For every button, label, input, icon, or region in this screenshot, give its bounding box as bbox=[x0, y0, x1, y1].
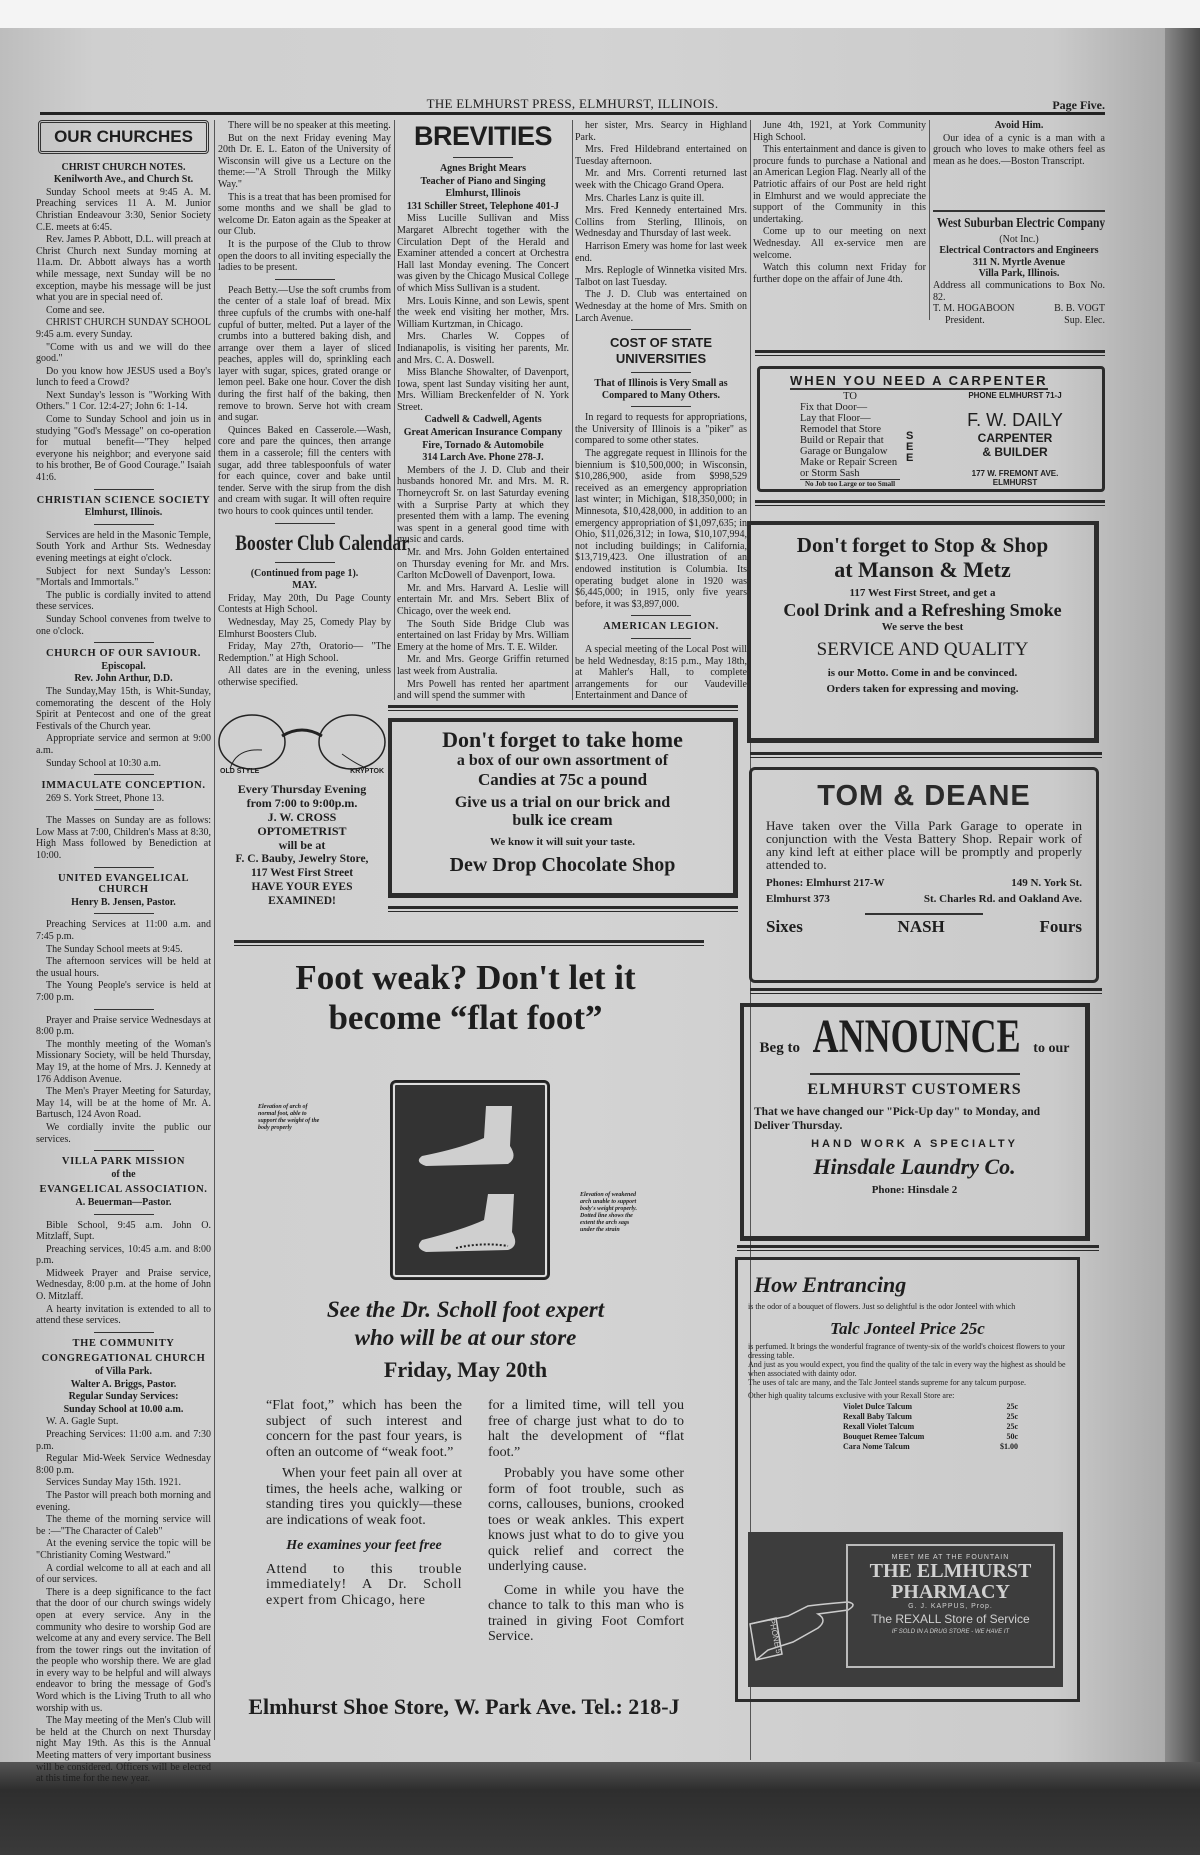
foot-illustration bbox=[390, 1080, 550, 1280]
pharmacy-slogan: The REXALL Store of Service bbox=[871, 1612, 1030, 1626]
article-paragraph: Sunday School at 10:30 a.m. bbox=[46, 757, 161, 769]
talc-product-price: Talc Jonteel Price 25c bbox=[830, 1319, 985, 1338]
article-paragraph: Bible School, 9:45 a.m. John O. Mitzlaff, Supt. bbox=[36, 1219, 211, 1243]
tom-deane-body: Have taken over the Villa Park Garage to operate in conjunction with the Vesta Battery Shop. Repair work of any kind left at either place will be promptly and properly attended to. bbox=[766, 818, 1082, 872]
dew-drop-chocolate-ad bbox=[388, 718, 738, 898]
manson-text: is our Motto. Come in and be convinced. bbox=[827, 667, 1018, 679]
divider bbox=[94, 774, 154, 775]
article-paragraph: The Masses on Sunday are as follows: Low Mass at 7:00, Children's Mass at 8:30, High Mass followed by Benediction at 10:00. bbox=[36, 815, 211, 862]
article-paragraph: Mr. and Mrs. John Golden entertained on Thursday evening for Mr. and Mrs. Carlton McDowell of Davenport, Iowa. bbox=[397, 547, 569, 582]
article-heading: That of Illinois is Very Small as Compared to Many Others. bbox=[594, 378, 728, 401]
divider bbox=[94, 1150, 154, 1151]
article-heading: of the bbox=[111, 1168, 136, 1180]
article-paragraph: Wednesday, May 25, Comedy Play by Elmhurst Boosters Club. bbox=[218, 616, 391, 640]
section-rule bbox=[755, 350, 1105, 356]
laundry-name: Hinsdale Laundry Co. bbox=[813, 1154, 1016, 1179]
eyeglasses-icon bbox=[216, 712, 388, 782]
article-paragraph: Mrs. Fred Kennedy entertained Mrs. Collins from Sterling, Illinois, on Wednesday and Thursday of last week. bbox=[575, 205, 747, 240]
article-paragraph: Come to Sunday School and join us in studying "God's Message" on co-operation for mutual benefit—"They helped everyone his neighbor; and everyone said to his brother, Be of Good Courage." Isaiah 41:6. bbox=[36, 414, 211, 484]
masthead-title: THE ELMHURST PRESS, ELMHURST, ILLINOIS. bbox=[426, 96, 719, 111]
divider bbox=[275, 562, 335, 563]
article-heading: Elmhurst, Illinois. bbox=[84, 507, 163, 519]
talc-item-name: Bouquet Remee Talcum bbox=[843, 1432, 925, 1441]
article-paragraph: A hearty invitation is extended to all to attend these services. bbox=[36, 1303, 211, 1327]
article-paragraph: Mr. and Mrs. George Griffin returned last week from Australia. bbox=[397, 654, 569, 677]
article-paragraph: This entertainment and dance is given to procure funds to purchase a National and an American Legion Flag. Nearly all of the Patriotic affairs of our Post are held right in Elmhurst and we would appreciate the support of the Community in this undertaking. bbox=[753, 144, 926, 225]
foot-body: for a limited time, will tell you free of charge just what to do to halt the development of “flat foot.” bbox=[488, 1398, 684, 1460]
article-paragraph: 269 S. York Street, Phone 13. bbox=[46, 792, 165, 804]
carpenter-see: SEE bbox=[906, 430, 914, 464]
article-paragraph: CHRIST CHURCH SUNDAY SCHOOL 9:45 a.m. every Sunday. bbox=[36, 317, 211, 340]
electric-line: Villa Park, Illinois. bbox=[978, 268, 1060, 280]
carpenter-task: Build or Repair that bbox=[800, 435, 884, 446]
candy-text: We know it will suit your taste. bbox=[490, 836, 635, 848]
article-heading: VILLA PARK MISSION bbox=[61, 1156, 186, 1168]
article-paragraph: The aggregate request in Illinois for the biennium is $10,500,000; in Wisconsin, $10,286,900, aside from $998,529 received as an emergency appropriation last winter; in Michigan, $18,350,000; in Minnesota, $10,428,000, in addition to an emergency appropriation of $1,097,635; in Ohio, $11,026,312; in Iowa, $10,107,994, not including buildings; in California, $13,719,423. One illustration of an endowed institution is Columbia. Its operating budget alone in 1920 was $6,445,000; in 1915, only five years before, it was $3,897,000. bbox=[575, 448, 747, 610]
shoe-store-name: Elmhurst Shoe Store, W. Park Ave. Tel.: 218-J bbox=[248, 1694, 680, 1719]
tom-deane-title: TOM & DEANE bbox=[817, 780, 1031, 812]
talc-item bbox=[843, 1402, 1018, 1412]
article-paragraph: The Men's Prayer Meeting for Saturday, May 14, will be at the home of Mr. A. Bartusch, 124 Avon Road. bbox=[36, 1086, 211, 1121]
electric-line: Electrical Contractors and Engineers bbox=[939, 245, 1099, 257]
article-paragraph: A special meeting of the Local Post will be held Wednesday, 8:15 p.m., May 18th, at Mahler's Hall, to complete arrangements for our Vaudeville Entertainment and Dance of bbox=[575, 643, 747, 702]
carpenter-task: or Storm Sash bbox=[800, 468, 860, 479]
masthead bbox=[40, 98, 1105, 115]
carpenter-city: ELMHURST bbox=[992, 478, 1038, 487]
pharmacy-top: MEET ME AT THE FOUNTAIN bbox=[891, 1554, 1010, 1561]
rexall-talc-ad bbox=[735, 1257, 1080, 1702]
foot-body: Come in while you have the chance to talk to this man who is trained in giving Foot Comfort Service. bbox=[488, 1582, 684, 1644]
section-rule bbox=[388, 705, 738, 711]
article-paragraph: Preaching Services at 11:00 a.m. and 7:45 p.m. bbox=[36, 919, 211, 943]
optometrist-cta: HAVE YOUR EYES bbox=[251, 881, 353, 893]
candy-headline: Don't forget to take home bbox=[442, 727, 683, 752]
electric-role: President. bbox=[945, 314, 985, 326]
carpenter-phone: PHONE ELMHURST 71-J bbox=[968, 391, 1062, 400]
dr-scholl-foot-ad bbox=[198, 952, 733, 1752]
laundry-pre: Beg to bbox=[759, 1040, 800, 1056]
article-paragraph: A cordial welcome to all at each and all of our services. bbox=[36, 1562, 211, 1586]
article-paragraph: But on the next Friday evening May 20th Dr. E. L. Eaton of the University of Wisconsin will give us a Lecture on the theme:—"A Stroll Through the Milky Way." bbox=[218, 132, 391, 190]
carpenter-to: TO bbox=[843, 391, 857, 402]
article-paragraph: The afternoon services will be held at the usual hours. bbox=[36, 956, 211, 979]
article-paragraph: The May meeting of the Men's Club will be held at the Church on next Thursday night May 19th. As this is the Annual Meeting matters of very important business will be considered. Officers will be elected at this time for the new year. bbox=[36, 1715, 211, 1785]
article-paragraph: Come and see. bbox=[46, 304, 105, 316]
divider bbox=[453, 157, 513, 158]
article-heading: THE COMMUNITY bbox=[72, 1337, 175, 1349]
article-paragraph: W. A. Gagle Supt. bbox=[46, 1416, 119, 1428]
article-paragraph: There will be no speaker at this meeting. bbox=[228, 120, 391, 131]
tom-deane-ad bbox=[749, 767, 1099, 983]
article-heading: Booster Club Calendar bbox=[235, 529, 410, 555]
section-rule bbox=[750, 988, 1102, 994]
article-paragraph: The monthly meeting of the Woman's Missionary Society, will be held Thursday, May 19, at the home of Mrs. J. Kennedy at 176 Addison Avenue. bbox=[36, 1038, 211, 1085]
pharmacy-banner bbox=[748, 1532, 1063, 1687]
pharmacy-name: PHARMACY bbox=[891, 1581, 1010, 1603]
electric-line: 311 N. Myrtle Avenue bbox=[972, 256, 1066, 268]
foot-subheadline: who will be at our store bbox=[354, 1325, 577, 1350]
churches-column bbox=[36, 120, 211, 1785]
laundry-body: That we have changed our "Pick-Up day" to Monday, and Deliver Thursday. bbox=[754, 1106, 1041, 1132]
tom-deane-address: St. Charles Rd. and Oakland Ave. bbox=[923, 893, 1082, 905]
article-heading: Episcopal. bbox=[101, 660, 146, 672]
foot-date: Friday, May 20th bbox=[383, 1357, 548, 1382]
talc-item-name: Violet Dulce Talcum bbox=[843, 1402, 913, 1411]
talc-item bbox=[843, 1422, 1018, 1432]
article-heading: IMMACULATE CONCEPTION. bbox=[41, 780, 206, 792]
electric-superintendent: B. B. VOGT bbox=[1054, 303, 1105, 315]
article-paragraph: In regard to requests for appropriations, the University of Illinois is a "piker" as compared to some other states. bbox=[575, 412, 747, 447]
column-rule bbox=[572, 120, 573, 700]
candy-text: Give us a trial on our brick and bbox=[454, 794, 671, 811]
talc-text: is perfumed. It brings the wonderful fragrance of twenty-six of the world's choicest flowers to your dressing table. bbox=[748, 1342, 1065, 1360]
carpenter-name: F. W. DAILY bbox=[967, 410, 1063, 430]
article-paragraph: The Pastor will preach both morning and evening. bbox=[36, 1489, 211, 1513]
article-paragraph: Mrs Powell has rented her apartment and will spend the summer with bbox=[397, 678, 569, 702]
pharmacy-tagline: IF SOLD IN A DRUG STORE - WE HAVE IT bbox=[891, 1629, 1010, 1635]
brevities-column bbox=[397, 120, 569, 700]
optometrist-name: J. W. CROSS bbox=[267, 810, 337, 824]
electric-company-name: West Suburban Electric Company bbox=[937, 216, 1106, 231]
page-number: Page Five. bbox=[1052, 98, 1105, 112]
foot-body: When your feet pain all over at times, the heels ache, walking or standing tires you quickly—these are indications of weak foot. bbox=[266, 1466, 462, 1528]
article-paragraph: Appropriate service and sermon at 9:00 a.m. bbox=[36, 733, 211, 756]
manson-text: Orders taken for expressing and moving. bbox=[826, 683, 1019, 695]
article-paragraph: Our idea of a cynic is a man with a grouch who loves to make others feel as mean as he does.—Boston Transcript. bbox=[933, 132, 1105, 167]
foot-headline: become “flat foot” bbox=[328, 998, 603, 1037]
article-paragraph: The public is cordially invited to attend these services. bbox=[36, 589, 211, 613]
talc-item-price: 25c bbox=[1006, 1422, 1018, 1431]
section-rule bbox=[737, 1245, 1099, 1251]
divider bbox=[94, 809, 154, 810]
article-paragraph: Midweek Prayer and Praise service, Wednesday, 8:00 p.m. at the home of John O. Mitzlaff. bbox=[36, 1267, 211, 1303]
manson-text: We serve the best bbox=[881, 621, 964, 633]
article-heading: Great American Insurance Company bbox=[403, 427, 563, 439]
optometrist-location: F. C. Bauby, Jewelry Store, bbox=[235, 853, 369, 865]
manson-address: 117 West First Street, and get a bbox=[849, 587, 996, 599]
article-heading: Avoid Him. bbox=[994, 120, 1044, 131]
foot-headline: Foot weak? Don't let it bbox=[295, 958, 636, 997]
candy-text: a box of our own assortment of bbox=[456, 752, 669, 769]
talc-item bbox=[843, 1412, 1018, 1422]
talc-item-name: Rexall Baby Talcum bbox=[843, 1412, 912, 1421]
club-recipes-column bbox=[218, 120, 410, 710]
article-heading: Henry B. Jensen, Pastor. bbox=[71, 896, 176, 908]
section-rule bbox=[388, 906, 738, 912]
article-heading: BREVITIES bbox=[413, 121, 553, 151]
article-heading: 131 Schiller Street, Telephone 401-J bbox=[406, 200, 560, 212]
article-paragraph: Friday, May 27th, Oratorio— "The Redemption." at High School. bbox=[218, 641, 391, 664]
carpenter-trade: & BUILDER bbox=[982, 445, 1048, 459]
divider bbox=[631, 638, 691, 639]
divider bbox=[94, 1009, 154, 1010]
article-paragraph: Rev. James P. Abbott, D.L. will preach at Christ Church next Sunday morning at 11a.m. Dr. Abbott always has a worth while message, next Sunday will be no exception, maybe his message will be just what you are in special need of. bbox=[36, 234, 211, 304]
talc-title: How Entrancing bbox=[754, 1272, 907, 1297]
article-heading: Regular Sunday Services: bbox=[68, 1391, 179, 1403]
article-paragraph: Peach Betty.—Use the soft crumbs from the center of a stale loaf of bread. Mix three cupfuls of the crumbs with one-half cupful of butter, melted. Put a layer of the crumbs into a buttered baking dish, and arrange over them a layer of sliced peaches, apples will do, sprinkling each layer with sugar, spices, grated orange or lemon peel. Bake one hour. Cover the dish during the first half of the baking, then remove to brown. Serve hot with cream and sugar. bbox=[218, 284, 391, 424]
foot-body: “Flat foot,” which has been the subject of such interest and concern for the past four years, is often an outcome of “weak foot.” bbox=[266, 1398, 462, 1460]
pharmacy-phone: PHONE 5 bbox=[767, 1618, 784, 1655]
laundry-phone: Phone: Hinsdale 2 bbox=[871, 1184, 958, 1196]
tom-deane-address: 149 N. York St. bbox=[1011, 877, 1082, 889]
article-paragraph: Watch this column next Friday for further dope on the affair of June 4th. bbox=[753, 262, 926, 285]
divider bbox=[275, 279, 335, 280]
article-paragraph: her sister, Mrs. Searcy in Highland Park. bbox=[575, 120, 747, 143]
manson-metz-ad bbox=[747, 521, 1099, 743]
article-paragraph: Come up to our meeting on next Wednesday. All ex-service men are welcome. bbox=[753, 226, 926, 261]
talc-item-price: 25c bbox=[1006, 1412, 1018, 1421]
article-paragraph: Sunday School convenes from twelve to one o'clock. bbox=[36, 613, 211, 637]
article-paragraph: The Sunday School meets at 9:45. bbox=[46, 943, 183, 955]
hinsdale-laundry-ad bbox=[740, 1003, 1090, 1241]
optometrist-text: from 7:00 to 9:00p.m. bbox=[246, 796, 358, 810]
pharmacy-name: THE ELMHURST bbox=[869, 1560, 1032, 1582]
article-paragraph: Prayer and Praise service Wednesdays at 8:00 p.m. bbox=[36, 1014, 211, 1038]
optometrist-ad bbox=[216, 712, 388, 922]
article-heading: Sunday School at 10.00 a.m. bbox=[63, 1403, 184, 1415]
candy-text: bulk ice cream bbox=[512, 812, 613, 829]
article-paragraph: Members of the J. D. Club and their husbands honored Mr. and Mrs. M. R. Thorneycroft Sr. on last Saturday evening with a Surprise Party at which they presented them with a lamp. The evening was spent in a general good time with music and cards. bbox=[397, 464, 569, 546]
talc-item-name: Rexall Violet Talcum bbox=[843, 1422, 915, 1431]
tom-deane-nash: NASH bbox=[897, 917, 945, 936]
tom-deane-phone: Elmhurst 373 bbox=[766, 893, 830, 905]
divider bbox=[275, 523, 335, 524]
article-paragraph: The South Side Bridge Club was entertained on last Friday by Mrs. William Emery at the home of Mrs. T. E. Wilder. bbox=[397, 618, 569, 653]
divider bbox=[631, 615, 691, 616]
article-heading: CONGREGATIONAL CHURCH bbox=[41, 1353, 206, 1365]
article-paragraph: Mrs. Louis Kinne, and son Lewis, spent the week end visiting her mother, Mrs. William Kurtzman, in Chicago. bbox=[397, 295, 569, 330]
foot-icon bbox=[392, 1082, 548, 1278]
old-style-label: OLD STYLE bbox=[220, 768, 260, 775]
article-heading: Elmhurst, Illinois bbox=[445, 188, 521, 200]
talc-item bbox=[843, 1442, 1018, 1452]
laundry-customers: ELMHURST CUSTOMERS bbox=[807, 1081, 1022, 1098]
weak-arch-caption: Elevation of weakened arch unable to support body's weight properly. Dotted line shows the extent the arch sags under the strain bbox=[580, 1192, 637, 1233]
article-paragraph: Friday, May 20th, Du Page County Contests at High School. bbox=[218, 592, 391, 616]
carpenter-footnote: No Job too Large or too Small bbox=[800, 479, 900, 488]
electric-note: (Not Inc.) bbox=[999, 233, 1039, 245]
article-paragraph: Services are held in the Masonic Temple, South York and Arthur Sts. Wednesday evening meetings at eight o'clock. bbox=[36, 529, 211, 564]
kryptok-label: KRYPTOK bbox=[350, 768, 384, 775]
article-paragraph: All dates are in the evening, unless otherwise specified. bbox=[218, 665, 391, 688]
article-heading: COST OF STATE UNIVERSITIES bbox=[609, 335, 713, 367]
divider bbox=[94, 489, 154, 490]
article-paragraph: The theme of the morning service will be :—"The Character of Caleb" bbox=[36, 1514, 211, 1537]
divider bbox=[94, 524, 154, 525]
talc-text: Other high quality talcums exclusive with your Rexall Store are: bbox=[748, 1391, 955, 1400]
article-paragraph: Regular Mid-Week Service Wednesday 8:00 p.m. bbox=[36, 1453, 211, 1476]
normal-arch-caption: Elevation of arch of normal foot, able to support the weight of the body properly bbox=[258, 1104, 320, 1131]
tom-deane-phone: Phones: Elmhurst 217-W bbox=[766, 877, 885, 889]
article-paragraph: Mr. and Mrs. Correnti returned last week with the Chicago Grand Opera. bbox=[575, 168, 747, 191]
article-heading: (Continued from page 1). bbox=[250, 567, 359, 579]
manson-headline: Don't forget to Stop & Shop bbox=[796, 533, 1049, 557]
page-edge-shadow bbox=[1165, 28, 1200, 1768]
legion-column bbox=[753, 120, 926, 320]
article-heading: AMERICAN LEGION. bbox=[603, 621, 719, 633]
manson-offer: Cool Drink and a Refreshing Smoke bbox=[783, 600, 1062, 620]
article-heading: 314 Larch Ave. Phone 278-J. bbox=[422, 452, 544, 464]
talc-item-price: 50c bbox=[1006, 1432, 1018, 1441]
article-heading: Fire, Tornado & Automobile bbox=[422, 439, 544, 451]
divider bbox=[94, 1332, 154, 1333]
article-heading: CHRIST CHURCH NOTES. bbox=[61, 161, 186, 173]
article-paragraph: Miss Blanche Showalter, of Davenport, Iowa, spent last Sunday visiting her aunt, Mrs. William Breckenfelder of N. York Street. bbox=[397, 367, 569, 413]
electric-president: T. M. HOGABOON bbox=[933, 303, 1015, 315]
manson-store-name: at Manson & Metz bbox=[834, 557, 1011, 582]
section-rule bbox=[750, 752, 1102, 758]
divider bbox=[631, 406, 691, 407]
divider bbox=[94, 642, 154, 643]
optometrist-text: Every Thursday Evening bbox=[237, 782, 367, 796]
carpenter-task: Make or Repair Screen bbox=[800, 457, 898, 468]
article-heading: MAY. bbox=[292, 580, 317, 592]
foot-body: Probably you have some other form of foot trouble, such as corns, callouses, bunions, crooked toes or weak ankles. This expert knows just what to do to give you quick relief and correct the underlying cause. bbox=[488, 1466, 684, 1574]
article-paragraph: June 4th, 1921, at York Community High School. bbox=[753, 120, 926, 143]
article-heading: Cadwell & Cadwell, Agents bbox=[424, 414, 542, 426]
talc-item bbox=[843, 1432, 1018, 1442]
article-heading: A. Beuerman—Pastor. bbox=[75, 1196, 172, 1208]
carpenter-ad bbox=[757, 366, 1105, 492]
carpenter-address: 177 W. FREMONT AVE. bbox=[971, 469, 1059, 478]
article-paragraph: Mrs. Charles W. Coppes of Indianapolis, is visiting her parents, Mr. and Mrs. C. A. Doswell. bbox=[397, 331, 569, 366]
article-paragraph: Preaching Services: 11:00 a.m. and 7:30 p.m. bbox=[36, 1429, 211, 1452]
candy-price: Candies at 75c a pound bbox=[477, 770, 648, 789]
article-paragraph: Harrison Emery was home for last week end. bbox=[575, 240, 747, 264]
article-heading: CHURCH OF OUR SAVIOUR. bbox=[46, 648, 201, 660]
foot-subheadline: See the Dr. Scholl foot expert bbox=[326, 1297, 605, 1322]
column-rule bbox=[394, 120, 395, 700]
article-heading: CHRISTIAN SCIENCE SOCIETY bbox=[36, 494, 211, 506]
carpenter-task: Remodel that Store bbox=[800, 424, 882, 435]
pharmacy-proprietor: G. J. KAPPUS, Prop. bbox=[908, 1603, 993, 1610]
divider bbox=[631, 372, 691, 373]
article-paragraph: Next Sunday's lesson is "Working With Others." 1 Cor. 12:4-27; John 6: 1-14. bbox=[36, 389, 211, 413]
talc-intro: is the odor of a bouquet of flowers. Just so delightful is the odor Jonteel with which bbox=[748, 1302, 1016, 1311]
article-heading: of Villa Park. bbox=[95, 1366, 152, 1378]
manson-motto: SERVICE AND QUALITY bbox=[816, 639, 1029, 660]
electric-role: Sup. Elec. bbox=[1064, 314, 1105, 326]
article-paragraph: Services Sunday May 15th. 1921. bbox=[46, 1477, 181, 1489]
electric-company-notice bbox=[933, 210, 1105, 326]
article-paragraph: The Young People's service is held at 7:00 p.m. bbox=[36, 980, 211, 1003]
talc-item-name: Cara Nome Talcum bbox=[843, 1442, 910, 1451]
pointing-hand-icon bbox=[748, 1594, 858, 1664]
article-paragraph: This is a treat that has been promised for some months and we shall be glad to welcome Dr. Eaton again as the Speaker at our Club. bbox=[218, 191, 391, 238]
foot-free-exam: He examines your feet free bbox=[286, 1538, 442, 1553]
article-heading: Agnes Bright Mears bbox=[439, 163, 527, 174]
candy-shop-name: Dew Drop Chocolate Shop bbox=[449, 854, 676, 876]
article-paragraph: We cordially invite the public our services. bbox=[36, 1121, 211, 1145]
article-heading: EVANGELICAL ASSOCIATION. bbox=[39, 1184, 208, 1196]
article-paragraph: Mr. and Mrs. Harvard A. Leslie will entertain Mr. and Mrs. Sebert Blix of Chicago, over the week end. bbox=[397, 582, 569, 617]
article-paragraph: Quinces Baked en Casserole.—Wash, core and pare the quinces, then arrange them in a casserole; fill the centers with sugar, add three tablespoonfuls of water for each quince, cover and bake until tender. Serve with the sirup from the dish and cream with sugar. It will often require two hours to cook quinces until tender. bbox=[218, 424, 391, 517]
article-paragraph: At the evening service the topic will be "Christianity Coming Westward." bbox=[36, 1538, 211, 1561]
carpenter-task: Fix that Door— bbox=[800, 402, 868, 413]
talc-item-price: 25c bbox=[1006, 1402, 1018, 1411]
talc-text: And just as you would expect, you find the quality of the talc in every way the highest as should be when associated with dainty odor. bbox=[748, 1360, 1066, 1378]
article-paragraph: The J. D. Club was entertained on Wednesday at the home of Mrs. Smith on Larch Avenue. bbox=[575, 289, 747, 324]
article-paragraph: There is a deep significance to the fact that the door of our church swings widely open at every service. Any in the community who desire to worship God are welcome at any and every service. The Bell from the tower rings out the invitation of the people who worship there. We are glad in every way to be helpful and will always endeavor to bring the message of God's Word which is the Living Truth to all who worship with us. bbox=[36, 1586, 211, 1714]
article-heading: Teacher of Piano and Singing bbox=[420, 175, 546, 187]
optometrist-cta: EXAMINED! bbox=[268, 895, 336, 907]
laundry-specialty: HAND WORK A SPECIALTY bbox=[811, 1138, 1018, 1150]
electric-line: Address all communications to Box No. 82. bbox=[933, 279, 1105, 303]
article-paragraph: It is the purpose of the Club to throw open the doors to all inviting especially the ladies to be present. bbox=[218, 238, 391, 274]
tom-deane-sixes: Sixes bbox=[766, 917, 803, 936]
avoid-him-column bbox=[933, 120, 1105, 210]
article-paragraph: The Sunday,May 15th, is Whit-Sunday, comemorating the descent of the Holy Spirit at Pentecost and one of the great Festivals of the Church year. bbox=[36, 685, 211, 732]
laundry-post: to our bbox=[1033, 1041, 1070, 1056]
article-paragraph: Mrs. Replogle of Winnetka visited Mrs. Talbot on last Tuesday. bbox=[575, 265, 747, 288]
carpenter-trade: CARPENTER bbox=[977, 431, 1053, 445]
talc-text: The uses of talc are many, and the Talc Jonteel stands supreme for any talcum purpose. bbox=[748, 1378, 1027, 1387]
article-paragraph: "Come with us and we will do thee good." bbox=[36, 341, 211, 365]
carpenter-title: WHEN YOU NEED A CARPENTER bbox=[790, 373, 1048, 388]
divider bbox=[631, 329, 691, 330]
divider bbox=[94, 867, 154, 868]
laundry-announce: ANNOUNCE bbox=[812, 1010, 1021, 1063]
article-paragraph: Do you know how JESUS used a Boy's lunch to feed a Crowd? bbox=[36, 365, 211, 389]
tom-deane-fours: Fours bbox=[1039, 917, 1082, 936]
section-rule bbox=[755, 500, 1105, 506]
optometrist-address: 117 West First Street bbox=[250, 867, 354, 879]
section-rule bbox=[234, 940, 704, 946]
divider bbox=[94, 913, 154, 914]
divider bbox=[94, 1214, 154, 1215]
article-paragraph: Miss Lucille Sullivan and Miss Margaret Albrecht together with the Circulation Dept of the Herald and Examiner attended a concert at Orchestra Hall last Monday evening. The Concert was given by the Chicago Musical College of which Miss Sullivan is a student. bbox=[397, 213, 569, 294]
article-heading: OUR CHURCHES bbox=[38, 120, 209, 154]
article-heading: Walter A. Briggs, Pastor. bbox=[70, 1378, 177, 1390]
article-paragraph: Mrs. Charles Lanz is quite ill. bbox=[585, 192, 705, 204]
optometrist-text: will be at bbox=[278, 838, 326, 852]
universities-column bbox=[575, 120, 747, 700]
carpenter-task: Garage or Bungalow bbox=[800, 446, 888, 457]
article-paragraph: Preaching services, 10:45 a.m. and 8:00 p.m. bbox=[36, 1243, 211, 1267]
carpenter-task: Lay that Floor— bbox=[800, 413, 871, 424]
optometrist-title: OPTOMETRIST bbox=[257, 824, 347, 838]
article-paragraph: Mrs. Fred Hildebrand entertained on Tuesday afternoon. bbox=[575, 144, 747, 167]
foot-body: Attend to this trouble immediately! A Dr. Scholl expert from Chicago, here bbox=[266, 1561, 462, 1608]
talc-item-price: $1.00 bbox=[1000, 1442, 1018, 1451]
talc-price-list bbox=[843, 1402, 1018, 1452]
article-paragraph: Sunday School meets at 9:45 A. M. Preaching services 11 A. M. Junior Christian Endeavour 3:30, Senior Society C.E. meets at 6:45. bbox=[36, 186, 211, 233]
article-heading: Kenilworth Ave., and Church St. bbox=[53, 174, 194, 186]
column-rule bbox=[929, 120, 930, 320]
article-paragraph: Subject for next Sunday's Lesson: "Mortals and Immortals." bbox=[36, 565, 211, 589]
article-heading: Rev. John Arthur, D.D. bbox=[74, 673, 173, 685]
article-heading: UNITED EVANGELICAL CHURCH bbox=[57, 872, 190, 896]
